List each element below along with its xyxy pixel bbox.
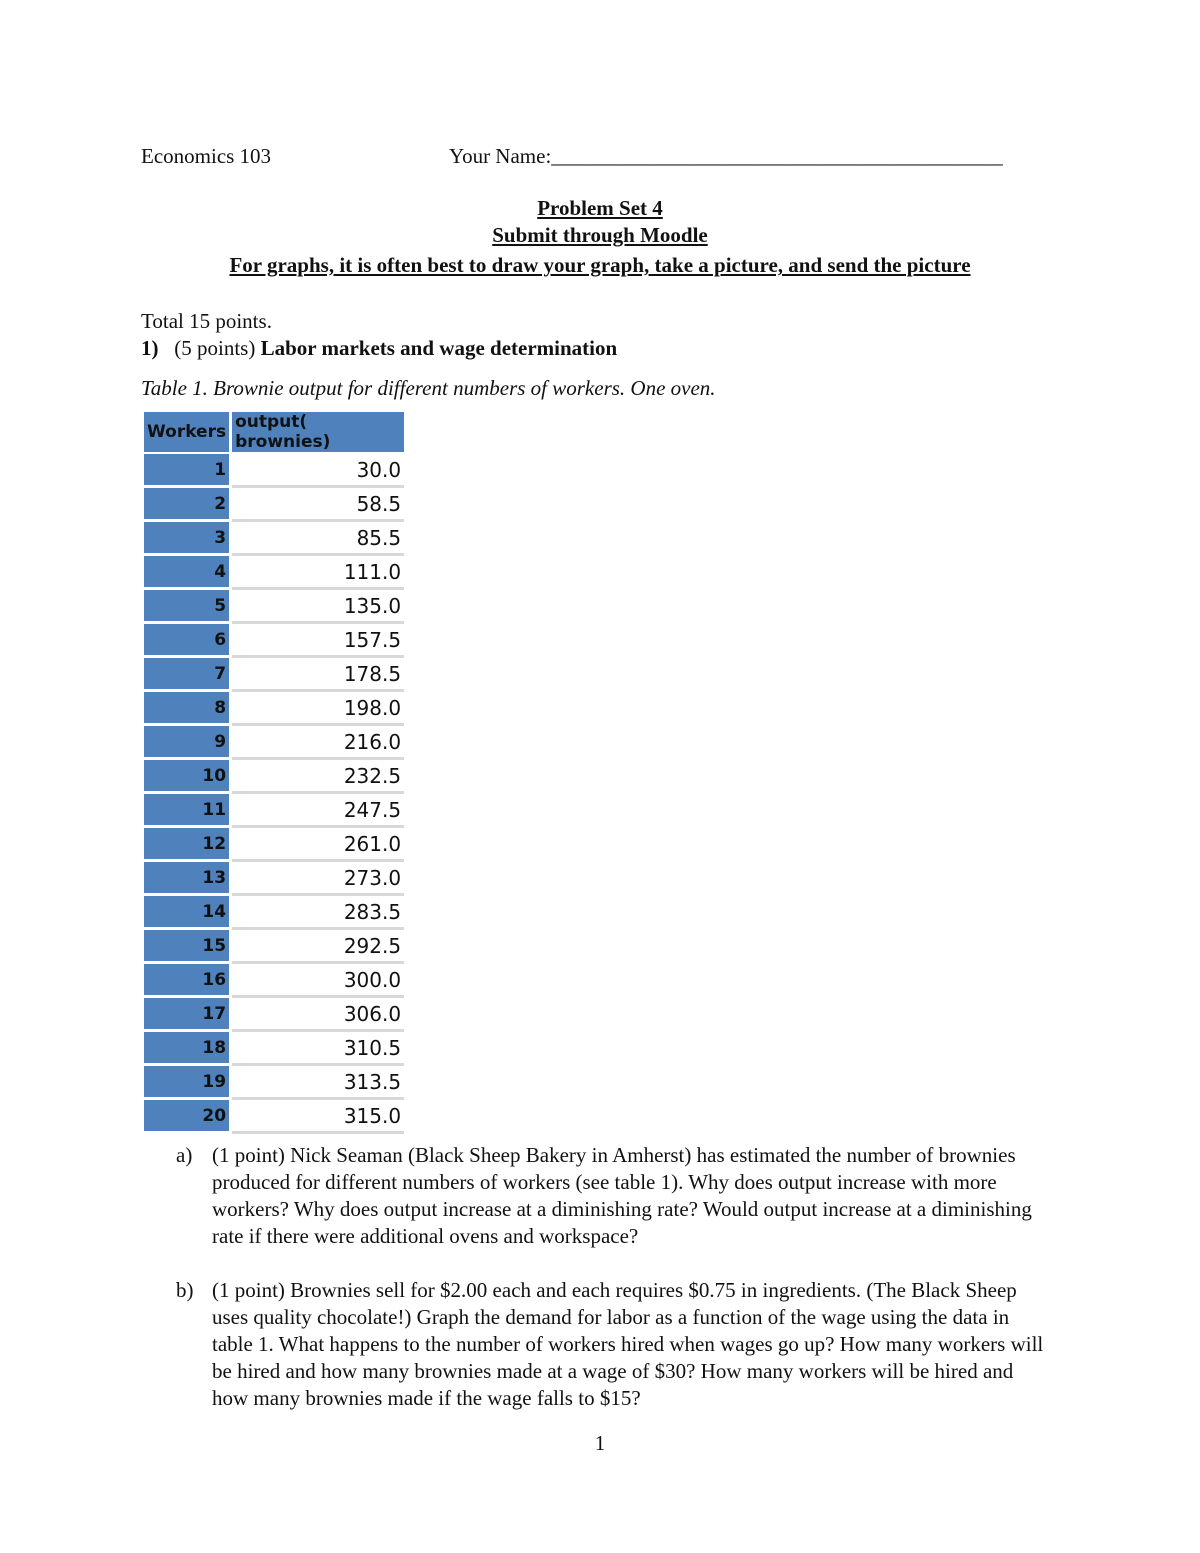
workers-cell: 11 [144, 794, 232, 828]
output-cell: 310.5 [232, 1032, 404, 1066]
table-row [144, 1066, 404, 1100]
table-row [144, 930, 404, 964]
output-cell: 292.5 [232, 930, 404, 964]
table-row [144, 1100, 404, 1134]
output-cell: 313.5 [232, 1066, 404, 1100]
workers-cell: 3 [144, 522, 232, 556]
output-cell: 315.0 [232, 1100, 404, 1134]
table-row [144, 828, 404, 862]
table-row [144, 794, 404, 828]
table-row [144, 624, 404, 658]
question-1-number: 1) [141, 336, 159, 360]
output-cell: 283.5 [232, 896, 404, 930]
table-row [144, 590, 404, 624]
workers-cell: 7 [144, 658, 232, 692]
part-a-text: (1 point) Nick Seaman (Black Sheep Bakery in Amherst) has estimated the number of brownies produced for different numbers of workers (see table 1). Why does output increase with more workers? Why does output increase at a diminishing rate? Would output increase at a diminishing rate if there were additional ovens and workspace? [212, 1143, 1032, 1248]
table-row [144, 896, 404, 930]
workers-column-header: Workers [144, 412, 232, 454]
question-1-points: (5 points) [174, 336, 256, 360]
table-row [144, 726, 404, 760]
output-cell: 300.0 [232, 964, 404, 998]
submission-note: Submit through Moodle [492, 223, 708, 247]
output-cell: 157.5 [232, 624, 404, 658]
part-a-label: a) [176, 1143, 193, 1167]
workers-cell: 14 [144, 896, 232, 930]
total-points: Total 15 points. [141, 309, 272, 333]
name-line: ___________________________________________ [551, 144, 1003, 168]
output-cell: 247.5 [232, 794, 404, 828]
brownie-output-table [144, 412, 404, 1134]
output-cell: 232.5 [232, 760, 404, 794]
workers-cell: 10 [144, 760, 232, 794]
table-row [144, 1032, 404, 1066]
part-b-label: b) [176, 1278, 194, 1302]
output-cell: 178.5 [232, 658, 404, 692]
workers-cell: 1 [144, 454, 232, 488]
output-cell: 111.0 [232, 556, 404, 590]
name-label: Your Name: [449, 144, 552, 168]
output-cell: 273.0 [232, 862, 404, 896]
output-cell: 135.0 [232, 590, 404, 624]
output-cell: 58.5 [232, 488, 404, 522]
output-column-header: output( brownies) [232, 412, 404, 454]
problem-set-title: Problem Set 4 [537, 196, 663, 220]
question-1-heading [141, 335, 617, 362]
workers-cell: 15 [144, 930, 232, 964]
table-row [144, 692, 404, 726]
workers-cell: 20 [144, 1100, 232, 1134]
output-cell: 85.5 [232, 522, 404, 556]
output-cell: 30.0 [232, 454, 404, 488]
output-cell: 261.0 [232, 828, 404, 862]
part-b-text: (1 point) Brownies sell for $2.00 each and each requires $0.75 in ingredients. (The Black Sheep uses quality chocolate!) Graph the demand for labor as a function of the wage using the data in table 1. What happens to the number of workers hired when wages go up? How many workers will be hired and how many brownies made at a wage of $30? How many workers will be hired and how many brownies made if the wage falls to $15? [212, 1278, 1044, 1410]
table-row [144, 658, 404, 692]
table-row [144, 454, 404, 488]
table-row [144, 964, 404, 998]
table-row [144, 998, 404, 1032]
workers-cell: 5 [144, 590, 232, 624]
table-row [144, 556, 404, 590]
table-header-row [144, 412, 404, 454]
table-row [144, 488, 404, 522]
workers-cell: 2 [144, 488, 232, 522]
workers-cell: 6 [144, 624, 232, 658]
table-row [144, 760, 404, 794]
workers-cell: 9 [144, 726, 232, 760]
page-number: 1 [594, 1431, 606, 1455]
table-body [144, 454, 404, 1134]
workers-cell: 4 [144, 556, 232, 590]
workers-cell: 19 [144, 1066, 232, 1100]
graph-instructions: For graphs, it is often best to draw your graph, take a picture, and send the picture [229, 253, 971, 277]
workers-cell: 13 [144, 862, 232, 896]
workers-cell: 16 [144, 964, 232, 998]
workers-cell: 17 [144, 998, 232, 1032]
output-cell: 216.0 [232, 726, 404, 760]
workers-cell: 8 [144, 692, 232, 726]
workers-cell: 12 [144, 828, 232, 862]
workers-cell: 18 [144, 1032, 232, 1066]
output-cell: 198.0 [232, 692, 404, 726]
table-caption: Table 1. Brownie output for different numbers of workers. One oven. [141, 376, 716, 400]
output-cell: 306.0 [232, 998, 404, 1032]
table-row [144, 522, 404, 556]
question-1-title: Labor markets and wage determination [260, 336, 618, 360]
name-field [449, 143, 1003, 170]
course-name: Economics 103 [141, 144, 272, 168]
table-row [144, 862, 404, 896]
